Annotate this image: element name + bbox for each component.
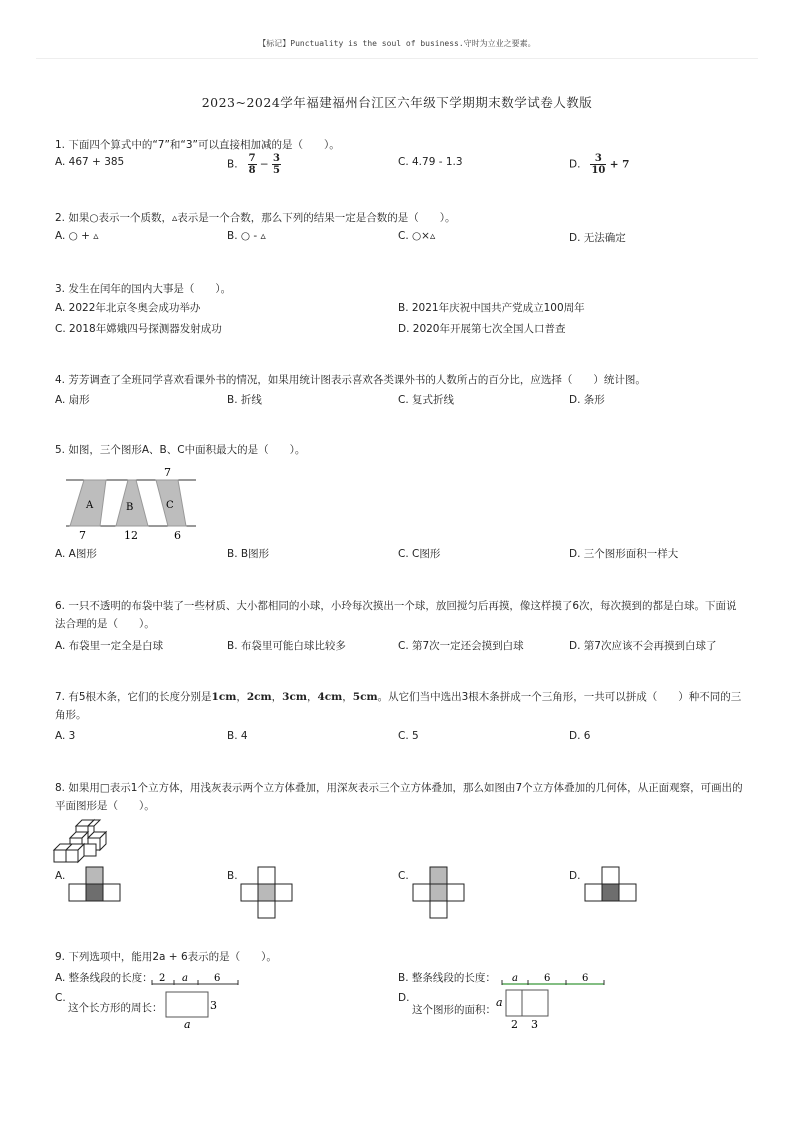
q9-a-segment <box>150 970 242 988</box>
q5-label-b: B <box>126 502 134 513</box>
q9-option-c-prefix[interactable]: C. <box>55 992 66 1004</box>
q5-label-c: C <box>166 500 174 511</box>
q2-stem: 2. 如果○表示一个质数，▵表示是一个合数，那么下列的结果一定是合数的是（ ）。 <box>55 212 456 224</box>
q1-b-fraction-2: $\frac{3}{5}$ <box>273 153 280 176</box>
q1-stem: 1. 下面四个算式中的“7”和“3”可以直接相加减的是（ ）。 <box>55 139 340 151</box>
q3-option-d[interactable]: D. 2020年开展第七次全国人口普查 <box>398 323 566 335</box>
q5-option-a[interactable]: A. A图形 <box>55 548 97 560</box>
q3-option-c[interactable]: C. 2018年嫦娥四号探测器发射成功 <box>55 323 222 335</box>
svg-text:a: a <box>512 973 518 984</box>
q8-option-b[interactable]: B. <box>227 870 238 882</box>
q9-d-figure <box>494 986 554 1032</box>
q7-option-b[interactable]: B. 4 <box>227 730 248 742</box>
q5-figure <box>60 464 205 544</box>
q1-options <box>55 153 745 176</box>
q5-bottom-c: 6 <box>174 529 181 542</box>
svg-text:6: 6 <box>214 973 221 984</box>
q6-stem: 6. 一只不透明的布袋中装了一些材质、大小都相同的小球，小玲每次摸出一个球，放回搅匀后再摸，像这样摸了6次，每次摸到的都是白球。下面说法合理的是（ ）。 <box>55 600 737 630</box>
q2-option-b[interactable]: B. ○ - ▵ <box>227 230 266 242</box>
q3-option-b[interactable]: B. 2021年庆祝中国共产党成立100周年 <box>398 302 585 314</box>
q4-option-c[interactable]: C. 复式折线 <box>398 394 455 406</box>
q7-options <box>55 730 745 748</box>
q6-option-d[interactable]: D. 第7次应该不会再摸到白球了 <box>569 640 717 652</box>
svg-text:2: 2 <box>511 1018 518 1031</box>
q8-d-figure <box>584 866 646 902</box>
q7-stem: 7. 有5根木条，它们的长度分别是1cm，2cm，3cm，4cm，5cm。从它们当中选出3根木条拼成一个三角形，一共可以拼成（ ）种不同的三角形。 <box>55 691 742 721</box>
svg-text:2: 2 <box>159 973 166 984</box>
q7-option-a[interactable]: A. 3 <box>55 730 76 742</box>
q8-option-c[interactable]: C. <box>398 870 409 882</box>
q7-option-c[interactable]: C. 5 <box>398 730 419 742</box>
q8-stem: 8. 如果用□表示1个立方体，用浅灰表示两个立方体叠加，用深灰表示三个立方体叠加，那么如图由7个立方体叠加的几何体，从正面观察，可画出的平面图形是（ ）。 <box>55 782 743 812</box>
q5-stem: 5. 如图，三个图形A、B、C中面积最大的是（ ）。 <box>55 444 306 456</box>
q9-option-a[interactable]: A. 整条线段的长度： <box>55 972 153 984</box>
svg-text:a: a <box>182 973 188 984</box>
q8-b-figure <box>240 866 302 920</box>
q8-option-a[interactable]: A. <box>55 870 66 882</box>
q5-top-length: 7 <box>164 466 171 479</box>
q9-option-d-prefix[interactable]: D. <box>398 992 410 1004</box>
q9-option-c[interactable]: 这个长方形的周长： <box>68 1002 163 1014</box>
q6-option-b[interactable]: B. 布袋里可能白球比较多 <box>227 640 346 652</box>
q4-option-a[interactable]: A. 扇形 <box>55 394 90 406</box>
q8-option-d[interactable]: D. <box>569 870 581 882</box>
q1-option-d[interactable]: D. $\frac{3}{10}$ + 7 <box>569 153 630 176</box>
q3-option-a[interactable]: A. 2022年北京冬奥会成功举办 <box>55 302 201 314</box>
q1-option-b[interactable]: B. $\frac{7}{8}$ − $\frac{3}{5}$ <box>227 153 280 176</box>
page-title: 2023~2024学年福建福州台江区六年级下学期期末数学试卷人教版 <box>201 95 593 110</box>
q9-stem: 9. 下列选项中，能用2a + 6表示的是（ ）。 <box>55 951 277 963</box>
q3-stem: 3. 发生在闰年的国内大事是（ ）。 <box>55 283 232 295</box>
header-divider <box>36 58 758 59</box>
q2-option-a[interactable]: A. ○ + ▵ <box>55 230 99 242</box>
q5-option-c[interactable]: C. C图形 <box>398 548 441 560</box>
svg-text:3: 3 <box>531 1018 538 1031</box>
q4-option-b[interactable]: B. 折线 <box>227 394 262 406</box>
q2-option-c[interactable]: C. ○×▵ <box>398 230 436 242</box>
q5-bottom-b: 12 <box>124 529 138 542</box>
svg-text:3: 3 <box>210 999 217 1012</box>
q1-option-c[interactable]: C. 4.79 - 1.3 <box>398 156 463 168</box>
page-header: 【标记】Punctuality is the soul of business.守时为立业之要素。 <box>258 39 536 48</box>
q8-c-figure <box>412 866 474 920</box>
svg-text:6: 6 <box>582 973 589 984</box>
svg-text:a: a <box>184 1018 191 1030</box>
svg-text:a: a <box>496 996 503 1009</box>
q4-options <box>55 392 745 410</box>
q4-option-d[interactable]: D. 条形 <box>569 394 605 406</box>
q2-options <box>55 230 745 248</box>
q4-stem: 4. 芳芳调查了全班同学喜欢看课外书的情况，如果用统计图表示喜欢各类课外书的人数所占的百分比，应选择（ ）统计图。 <box>55 374 646 386</box>
q5-label-a: A <box>86 500 94 511</box>
q2-option-d[interactable]: D. 无法确定 <box>569 232 626 244</box>
q1-b-fraction-1: $\frac{7}{8}$ <box>248 153 256 176</box>
q6-options <box>55 638 745 656</box>
q1-d-fraction: $\frac{3}{10}$ <box>591 153 606 176</box>
q5-options <box>55 546 745 564</box>
q9-option-d[interactable]: 这个图形的面积： <box>412 1004 496 1016</box>
q3-options-1 <box>55 300 745 318</box>
q5-option-b[interactable]: B. B图形 <box>227 548 270 560</box>
q1-option-a[interactable]: A. 467 + 385 <box>55 156 125 168</box>
q7-option-d[interactable]: D. 6 <box>569 730 591 742</box>
q5-bottom-a: 7 <box>79 529 86 542</box>
q5-option-d[interactable]: D. 三个图形面积一样大 <box>569 548 679 560</box>
q8-cube-figure <box>52 818 112 868</box>
q6-option-a[interactable]: A. 布袋里一定全是白球 <box>55 640 164 652</box>
q9-option-b[interactable]: B. 整条线段的长度： <box>398 972 496 984</box>
q6-option-c[interactable]: C. 第7次一定还会摸到白球 <box>398 640 524 652</box>
q3-options-2 <box>55 321 745 339</box>
q8-a-figure <box>68 866 130 902</box>
q9-c-rectangle <box>160 988 224 1030</box>
svg-text:6: 6 <box>544 973 551 984</box>
